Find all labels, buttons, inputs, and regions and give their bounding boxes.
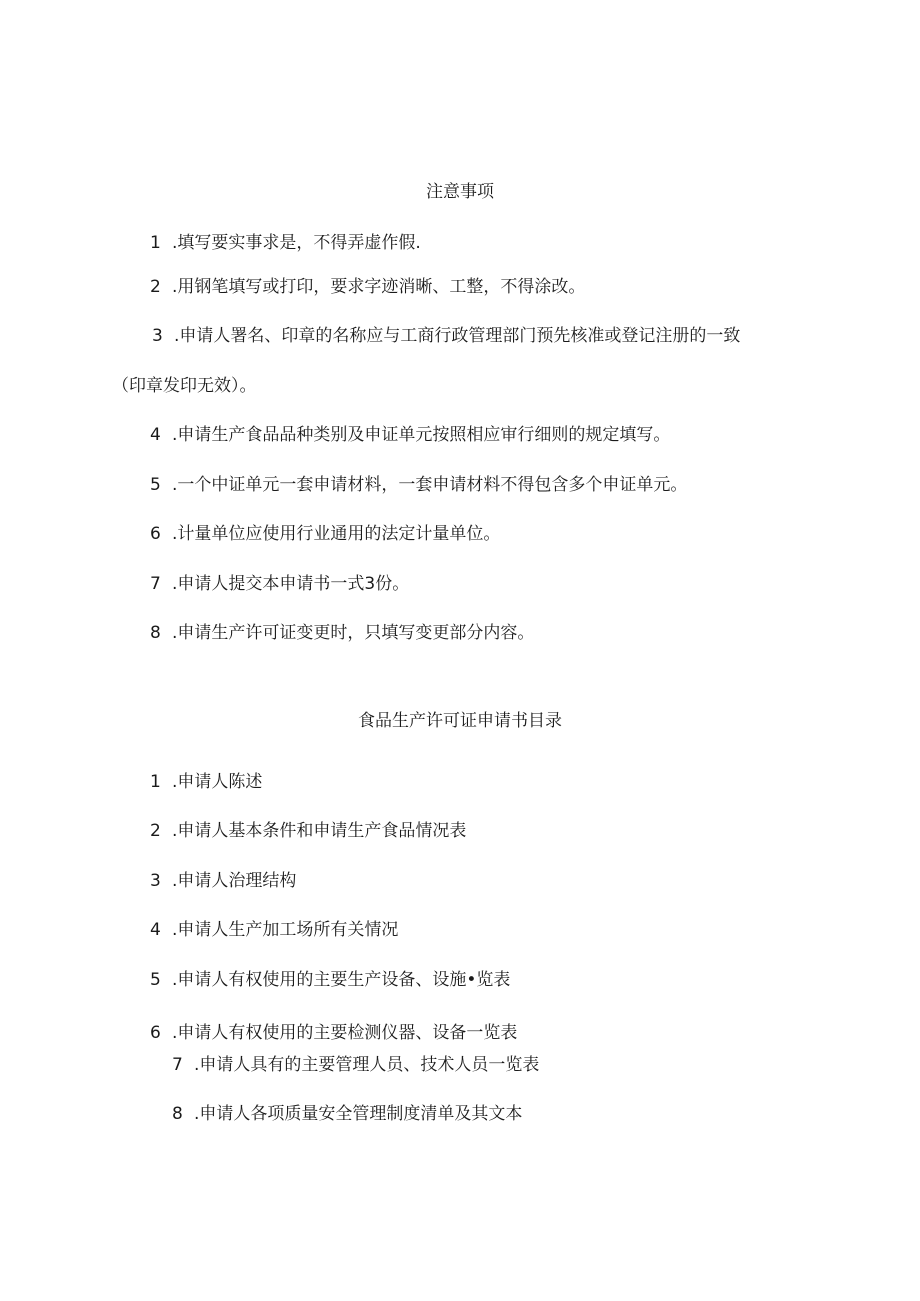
toc-item-1 [150,771,262,793]
notice-item-3-continuation [112,375,257,397]
item-text: .申请人有权使用的主要生产设备、设施•览表 [172,970,511,990]
item-number: 2 [150,277,161,297]
notice-item-4 [150,424,670,446]
toc-item-2 [150,820,466,842]
item-text: .申请人治理结构 [172,871,297,891]
notice-item-1 [150,232,421,254]
item-number: 7 [150,574,161,594]
item-text: .申请人署名、印章的名称应与工商行政管理部门预先核准或登记注册的一致 [174,326,741,346]
toc-item-4 [150,919,398,941]
toc-item-6 [150,1022,517,1044]
item-text: .申请人基本条件和申请生产食品情况表 [172,821,467,841]
item-text: .申请人各项质量安全管理制度清单及其文本 [194,1104,523,1124]
item-number: 6 [150,524,161,544]
toc-title: 食品生产许可证申请书目录 [358,711,562,731]
notice-item-6 [150,523,500,545]
item-number: 8 [150,623,161,643]
item-number: 8 [172,1104,183,1124]
notice-title: 注意事项 [426,182,494,202]
item-text: .一个中证单元一套申请材料，一套申请材料不得包含多个申证单元。 [172,475,688,495]
item-number: 2 [150,821,161,841]
notice-item-5 [150,474,687,496]
item-text: .申请人有权使用的主要检测仪器、设备一览表 [172,1023,518,1043]
item-text: .申请人陈述 [172,772,263,792]
item-text: （印章发印无效）。 [112,376,257,396]
item-text: .申请生产许可证变更时，只填写变更部分内容。 [172,623,535,643]
toc-item-7 [172,1054,539,1076]
notice-item-3 [152,325,740,347]
item-number: 3 [150,871,161,891]
item-number: 6 [150,1023,161,1043]
item-number: 5 [150,970,161,990]
item-text: .申请人具有的主要管理人员、技术人员一览表 [194,1055,540,1075]
item-text: .用钢笔填写或打印，要求字迹消晰、工整，不得涂改。 [172,277,586,297]
toc-item-8 [172,1103,522,1125]
item-text: .申请生产食品品种类别及申证单元按照相应审行细则的规定填写。 [172,425,671,445]
item-text: .计量单位应使用行业通用的法定计量单位。 [172,524,501,544]
toc-item-3 [150,870,296,892]
item-number: 7 [172,1055,183,1075]
item-text: .填写要实事求是，不得弄虚作假. [172,233,421,253]
item-text: .申请人生产加工场所有关情况 [172,920,399,940]
notice-item-7 [150,573,409,595]
item-number: 4 [150,920,161,940]
notice-item-2 [150,276,585,298]
item-number: 5 [150,475,161,495]
item-number: 4 [150,425,161,445]
toc-item-5 [150,969,510,991]
item-number: 1 [150,772,161,792]
item-number: 1 [150,233,161,253]
item-number: 3 [152,326,163,346]
item-text: .申请人提交本申请书一式3份。 [172,574,410,594]
notice-item-8 [150,622,534,644]
